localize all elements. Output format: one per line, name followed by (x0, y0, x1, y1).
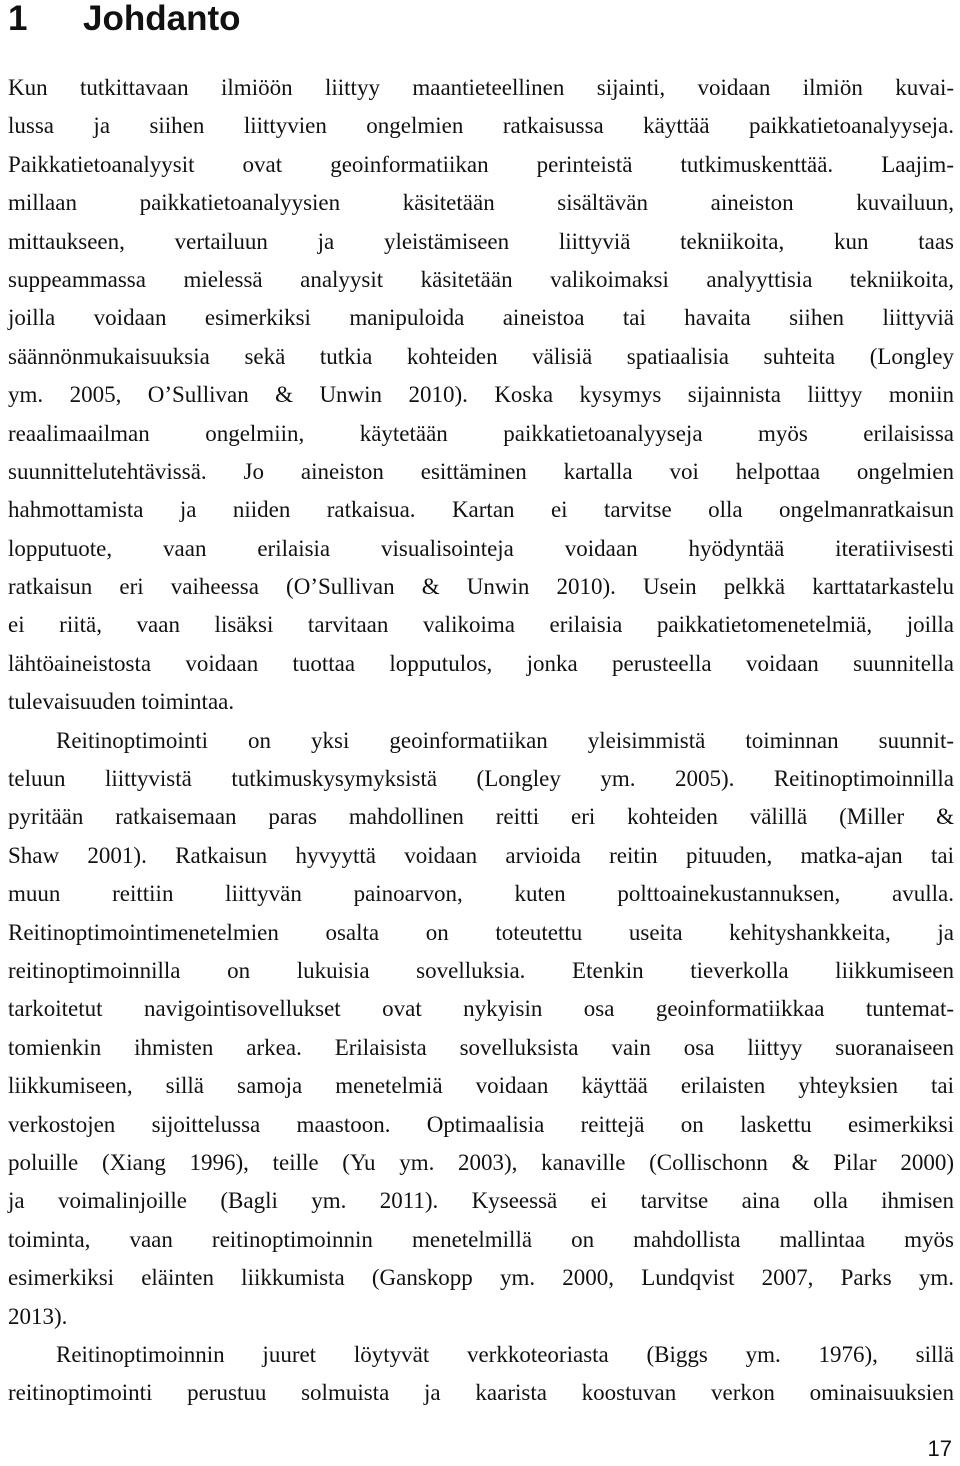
text-line: verkostojen sijoittelussa maastoon. Optimaalisia reittejä on laskettu esimerkiksi (8, 1111, 954, 1137)
page-number: 17 (927, 1436, 952, 1461)
chapter-heading (8, 0, 240, 38)
text-line: tulevaisuuden toimintaa. (8, 689, 235, 715)
paragraph-1 (8, 69, 954, 722)
text-line: tomienkin ihmisten arkea. Erilaisista sovelluksista vain osa liittyy suoranaiseen (8, 1034, 954, 1060)
text-line: ym. 2005, O’Sullivan & Unwin 2010). Koska kysymys sijainnista liittyy moniin (8, 382, 954, 408)
text-line: Kun tutkittavaan ilmiöön liittyy maantieteellinen sijainti, voidaan ilmiön kuvai- (8, 75, 954, 100)
text-line: liikkumiseen, sillä samoja menetelmiä voidaan käyttää erilaisten yhteyksien tai (8, 1073, 954, 1099)
text-line: säännönmukaisuuksia sekä tutkia kohteiden välisiä spatiaalisia suhteita (Longley (8, 343, 954, 369)
text-line: toiminta, vaan reitinoptimoinnin menetelmillä on mahdollista mallintaa myös (8, 1226, 954, 1252)
text-line: Shaw 2001). Ratkaisun hyvyyttä voidaan arvioida reitin pituuden, matka-ajan tai (8, 842, 954, 868)
text-line: Reitinoptimointimenetelmien osalta on toteutettu useita kehityshankkeita, ja (8, 919, 954, 945)
text-line: suunnittelutehtävissä. Jo aineiston esittäminen kartalla voi helpottaa ongelmien (8, 458, 954, 484)
body-text (8, 69, 954, 1413)
text-line: Reitinoptimoinnin juuret löytyvät verkkoteoriasta (Biggs ym. 1976), sillä (56, 1341, 954, 1367)
text-line: reaalimaailman ongelmiin, käytetään paikkatietoanalyyseja myös erilaisissa (8, 420, 954, 446)
text-line: lussa ja siihen liittyvien ongelmien ratkaisussa käyttää paikkatietoanalyyseja. (8, 113, 954, 139)
text-line: ratkaisun eri vaiheessa (O’Sullivan & Unwin 2010). Usein pelkkä karttatarkastelu (8, 574, 954, 600)
text-line: hahmottamista ja niiden ratkaisua. Kartan ei tarvitse olla ongelmanratkaisun (8, 497, 954, 523)
text-line: Reitinoptimointi on yksi geoinformatiikan yleisimmistä toiminnan suunnit- (56, 727, 954, 753)
text-line: Paikkatietoanalyysit ovat geoinformatiikan perinteistä tutkimuskenttää. Laajim- (8, 151, 954, 177)
text-line: joilla voidaan esimerkiksi manipuloida aineistoa tai havaita siihen liittyviä (8, 305, 954, 331)
text-line: poluille (Xiang 1996), teille (Yu ym. 2003), kanaville (Collischonn & Pilar 2000) (8, 1149, 954, 1175)
text-line: ja voimalinjoille (Bagli ym. 2011). Kyseessä ei tarvitse aina olla ihmisen (8, 1188, 954, 1214)
text-line: tarkoitetut navigointisovellukset ovat nykyisin osa geoinformatiikkaa tuntemat- (8, 996, 954, 1022)
text-line: suppeammassa mielessä analyysit käsitetään valikoimaksi analyyttisia tekniikoita, (8, 266, 954, 292)
text-line: 2013). (8, 1303, 68, 1329)
text-line: lopputuote, vaan erilaisia visualisointeja voidaan hyödyntää iteratiivisesti (8, 535, 954, 561)
text-line: reitinoptimoinnilla on lukuisia sovelluksia. Etenkin tieverkolla liikkumiseen (8, 957, 954, 983)
paragraph-3 (8, 1336, 954, 1413)
text-line: mittaukseen, vertailuun ja yleistämiseen liittyviä tekniikoita, kun taas (8, 228, 954, 254)
chapter-number: 1 (8, 0, 28, 38)
text-line: muun reittiin liittyvän painoarvon, kuten polttoainekustannuksen, avulla. (8, 881, 954, 907)
text-line: pyritään ratkaisemaan paras mahdollinen reitti eri kohteiden välillä (Miller & (8, 804, 954, 830)
text-line: millaan paikkatietoanalyysien käsitetään sisältävän aineiston kuvailuun, (8, 190, 954, 216)
paragraph-2 (8, 722, 954, 1336)
text-line: esimerkiksi eläinten liikkumista (Ganskopp ym. 2000, Lundqvist 2007, Parks ym. (8, 1265, 954, 1291)
text-line: teluun liittyvistä tutkimuskysymyksistä (Longley ym. 2005). Reitinoptimoinnilla (8, 766, 954, 792)
text-line: lähtöaineistosta voidaan tuottaa lopputulos, jonka perusteella voidaan suunnitella (8, 650, 954, 676)
chapter-title: Johdanto (83, 0, 241, 38)
text-line: ei riitä, vaan lisäksi tarvitaan valikoima erilaisia paikkatietomenetelmiä, joilla (8, 612, 954, 638)
text-line: reitinoptimointi perustuu solmuista ja kaarista koostuvan verkon ominaisuuksien (8, 1380, 954, 1406)
